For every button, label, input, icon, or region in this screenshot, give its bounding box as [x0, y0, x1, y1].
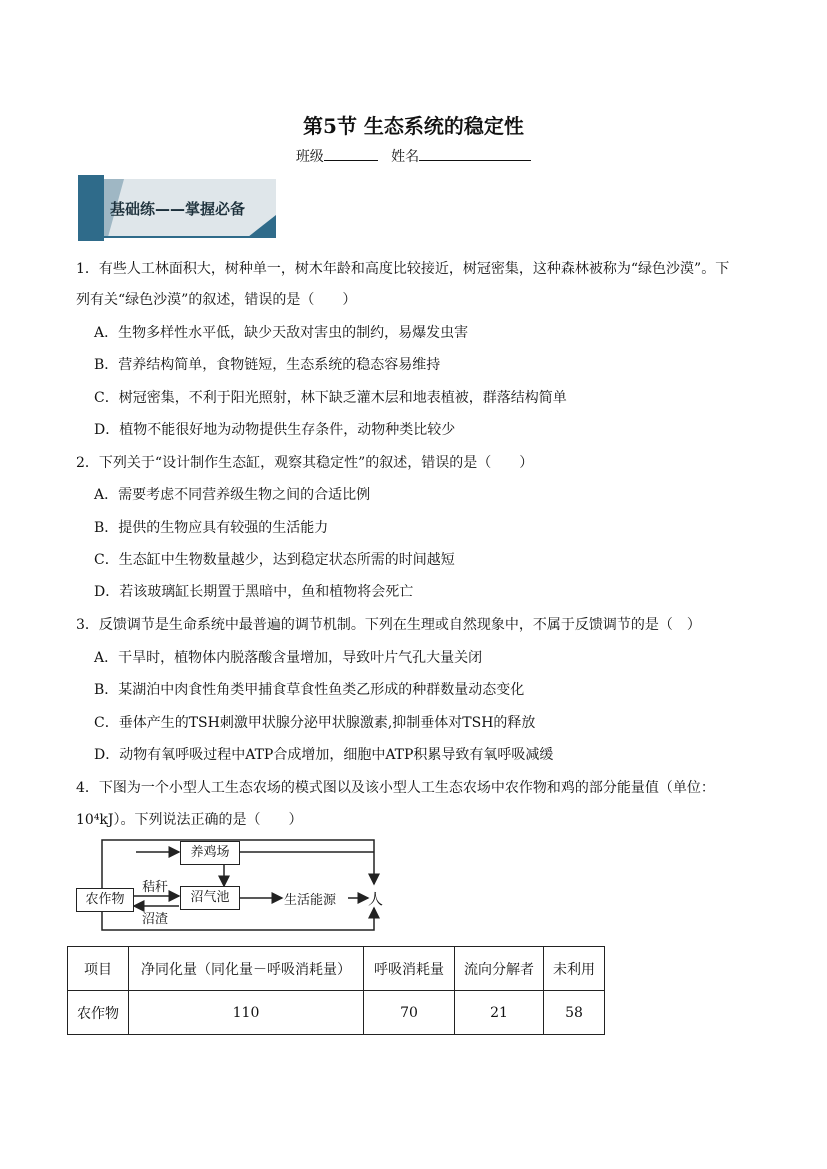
question-3-option-d: D．动物有氧呼吸过程中ATP合成增加，细胞中ATP积累导致有氧呼吸减缓: [94, 747, 554, 763]
class-name-line: [0, 146, 827, 166]
table-cell: 58: [544, 991, 605, 1035]
table-header-cell: 呼吸消耗量: [364, 947, 455, 991]
question-3-option-b: B．某湖泊中肉食性角类甲捕食草食性鱼类乙形成的种群数量动态变化: [94, 682, 525, 698]
page-title: 第5节 生态系统的稳定性: [303, 114, 524, 138]
question-1-option-a: A．生物多样性水平低，缺少天敌对害虫的制约，易爆发虫害: [94, 325, 469, 341]
label-straw: 秸秆: [142, 880, 169, 895]
question-2-line-1: 2．下列关于“设计制作生态缸，观察其稳定性”的叙述，错误的是（ ）: [76, 455, 534, 471]
question-2-option-d: D．若该玻璃缸长期置于黑暗中，鱼和植物将会死亡: [94, 584, 414, 600]
energy-table: [67, 946, 605, 1035]
table-header-row: [68, 947, 605, 991]
class-label: 班级: [295, 149, 324, 165]
table-cell: 农作物: [68, 991, 129, 1035]
question-3-option-c: C．垂体产生的TSH刺激甲状腺分泌甲状腺激素,抑制垂体对TSH的释放: [94, 715, 536, 731]
question-3-line-1: 3．反馈调节是生命系统中最普遍的调节机制。下列在生理或自然现象中，不属于反馈调节的是（ ）: [76, 617, 701, 633]
name-label: 姓名: [391, 149, 420, 165]
banner-text: 基础练——掌握必备: [110, 200, 246, 218]
table-cell: 70: [364, 991, 455, 1035]
question-1-option-c: C．树冠密集，不利于阳光照射，林下缺乏灌木层和地表植被，群落结构简单: [94, 390, 567, 406]
question-4-line-1: 4．下图为一个小型人工生态农场的模式图以及该小型人工生态农场中农作物和鸡的部分能量值（单位：: [76, 780, 715, 796]
node-crops: 农作物: [76, 888, 134, 912]
question-2-option-c: C．生态缸中生物数量越少，达到稳定状态所需的时间越短: [94, 552, 455, 568]
question-2-option-b: B．提供的生物应具有较强的生活能力: [94, 520, 329, 536]
node-biogas: 沼气池: [180, 886, 240, 910]
table-header-cell: 净同化量（同化量－呼吸消耗量）: [129, 947, 364, 991]
question-4-line-2: 10⁴kJ）。下列说法正确的是（ ）: [76, 812, 303, 828]
question-2-option-a: A．需要考虑不同营养级生物之间的合适比例: [94, 487, 371, 503]
node-people: 人: [368, 890, 384, 908]
question-1-line-2: 列有关“绿色沙漠”的叙述，错误的是（ ）: [76, 292, 357, 308]
question-1-line-1: 1．有些人工林面积大，树种单一，树木年龄和高度比较接近，树冠密集，这种森林被称为“绿色沙漠”。下: [76, 261, 730, 277]
question-3-option-a: A．干旱时，植物体内脱落酸含量增加，导致叶片气孔大量关闭: [94, 650, 483, 666]
table-header-cell: 未利用: [544, 947, 605, 991]
class-blank[interactable]: [324, 146, 378, 161]
question-1-option-d: D．植物不能很好地为动物提供生存条件，动物种类比较少: [94, 422, 456, 438]
eco-farm-diagram: [76, 836, 396, 936]
node-energy: 生活能源: [284, 893, 337, 908]
node-chicken-farm: 养鸡场: [180, 841, 240, 865]
question-1-option-b: B．营养结构简单，食物链短，生态系统的稳态容易维持: [94, 357, 441, 373]
table-cell: 110: [129, 991, 364, 1035]
table-cell: 21: [455, 991, 544, 1035]
label-residue: 沼渣: [142, 912, 169, 927]
name-blank[interactable]: [419, 146, 531, 161]
table-header-cell: 流向分解者: [455, 947, 544, 991]
table-row: [68, 991, 605, 1035]
table-header-cell: 项目: [68, 947, 129, 991]
